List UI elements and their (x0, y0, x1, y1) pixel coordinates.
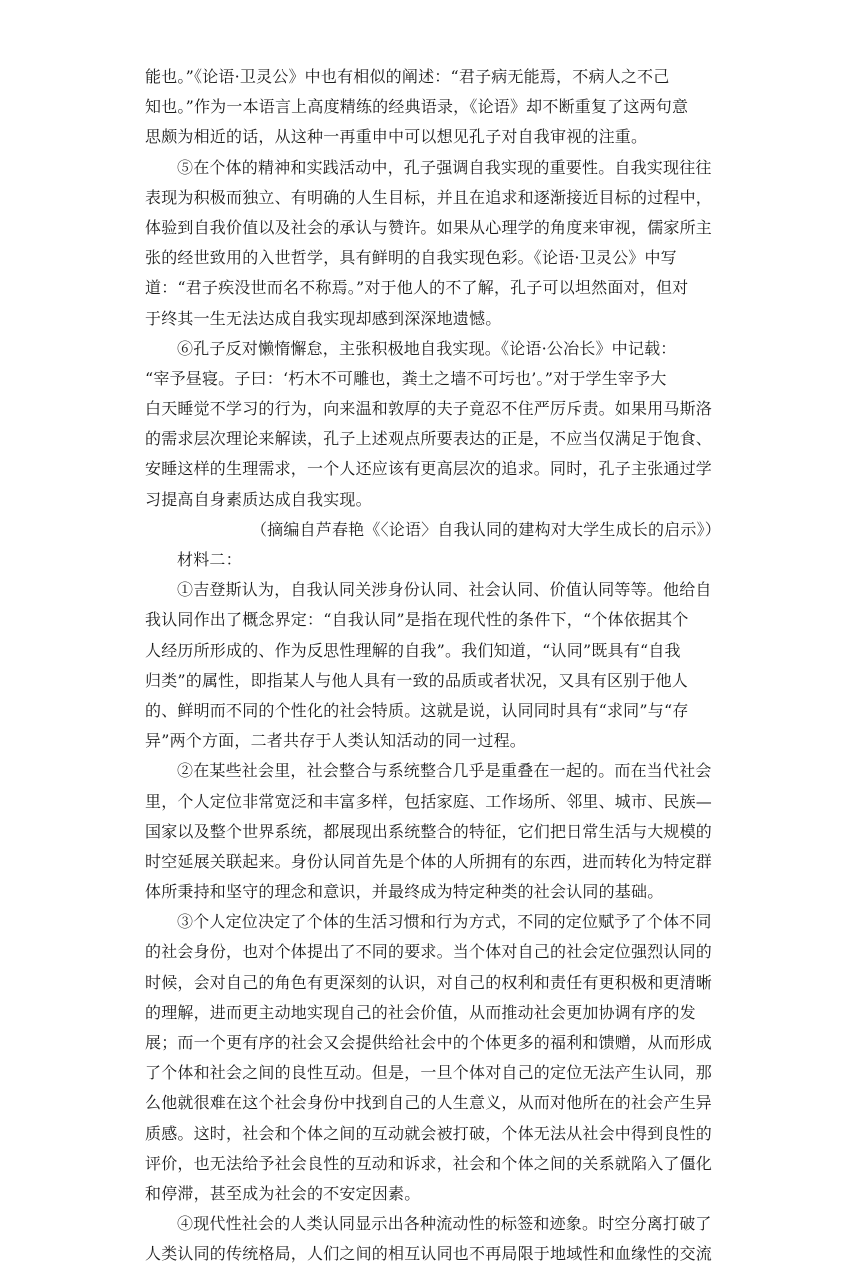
text-line: 里，个人定位非常宽泛和丰富多样，包括家庭、工作场所、邻里、城市、民族— (145, 791, 713, 811)
text-line: 张的经世致用的入世哲学，具有鲜明的自我实现色彩。《论语·卫灵公》中写 (145, 248, 677, 268)
text-line: 了个体和社会之间的良性互动。但是，一旦个体对自己的定位无法产生认同，那 (145, 1063, 713, 1083)
text-line: 评价，也无法给予社会良性的互动和诉求，社会和个体之间的关系就陷入了僵化 (145, 1153, 713, 1173)
text-line: 的、鲜明而不同的个性化的社会特质。这就是说，认同同时具有“求同”与“存 (145, 700, 689, 720)
text-line: 安睡这样的生理需求，一个人还应该有更高层次的追求。同时，孔子主张通过学 (145, 459, 713, 479)
text-line: 体验到自我价值以及社会的承认与赞许。如果从心理学的角度来审视，儒家所主 (145, 217, 713, 237)
text-line: 的需求层次理论来解读，孔子上述观点所要表达的正是，不应当仅满足于饱食、 (145, 429, 713, 449)
text-line: 和停滞，甚至成为社会的不安定因素。 (145, 1183, 421, 1203)
text-line: 能也。”《论语·卫灵公》中也有相似的阐述：“君子病无能焉，不病人之不己 (145, 67, 670, 86)
text-line: 习提高自身素质达成自我实现。 (145, 489, 372, 509)
text-line: ③个人定位决定了个体的生活习惯和行为方式，不同的定位赋予了个体不同 (177, 912, 712, 932)
text-line: 道：“君子疾没世而名不称焉。”对于他人的不了解，孔子可以坦然面对，但对 (145, 278, 689, 298)
text-line: 知也。”作为一本语言上高度精练的经典语录，《论语》却不断重复了这两句意 (145, 97, 689, 117)
text-line: 人经历所形成的、作为反思性理解的自我”。我们知道，“认同”既具有“自我 (145, 640, 681, 660)
text-line: 思颇为相近的话，从这种一再重申中可以想见孔子对自我审视的注重。 (145, 127, 648, 147)
text-line: 材料二： (177, 550, 242, 569)
text-line: 人类认同的传统格局，人们之间的相互认同也不再局限于地域性和血缘性的交流 (145, 1244, 713, 1264)
text-line: ②在某些社会里，社会整合与系统整合几乎是重叠在一起的。而在当代社会 (177, 761, 712, 781)
text-line: 质感。这时，社会和个体之间的互动就会被打破，个体无法从社会中得到良性的 (145, 1123, 713, 1143)
text-line: 时空延展关联起来。身份认同首先是个体的人所拥有的东西，进而转化为特定群 (145, 851, 713, 871)
text-line: 时候，会对自己的角色有更深刻的认识，对自己的权利和责任有更积极和更清晰 (145, 972, 713, 992)
text-line: 白天睡觉不学习的行为，向来温和敦厚的夫子竟忍不住严厉斥责。如果用马斯洛 (145, 399, 713, 419)
text-line: 体所秉持和坚守的理念和意识，并最终成为特定种类的社会认同的基础。 (145, 882, 664, 902)
text-line: ④现代性社会的人类认同显示出各种流动性的标签和迹象。时空分离打破了 (177, 1214, 712, 1234)
text-line: 国家以及整个世界系统，都展现出系统整合的特征，它们把日常生活与大规模的 (145, 821, 713, 841)
text-line: 的社会身份，也对个体提出了不同的要求。当个体对自己的社会定位强烈认同的 (145, 942, 713, 962)
document-page (145, 62, 725, 1270)
text-line: ①吉登斯认为，自我认同关涉身份认同、社会认同、价值认同等等。他给自 (177, 580, 712, 600)
source-citation: （摘编自芦春艳《〈论语〉自我认同的建构对大学生成长的启示》） (250, 519, 721, 539)
text-line: 于终其一生无法达成自我实现却感到深深地遗憾。 (145, 308, 502, 328)
text-line: 我认同作出了概念界定：“自我认同”是指在现代性的条件下，“个体依据其个 (145, 610, 689, 630)
text-line: 表现为积极而独立、有明确的人生目标，并且在追求和逐渐接近目标的过程中， (145, 187, 713, 207)
text-line: 归类”的属性，即指某人与他人具有一致的品质或者状况，又具有区别于他人 (145, 670, 688, 690)
text-line: 异”两个方面，二者共存于人类认知活动的同一过程。 (145, 731, 526, 751)
text-line: ⑤在个体的精神和实践活动中，孔子强调自我实现的重要性。自我实现往往 (177, 157, 712, 177)
text-line: ⑥孔子反对懒惰懈怠，主张积极地自我实现。《论语·公冶长》中记载： (177, 338, 677, 358)
text-line: 的理解，进而更主动地实现自己的社会价值，从而推动社会更加协调有序的发 (145, 1002, 696, 1022)
text-line: 展；而一个更有序的社会又会提供给社会中的个体更多的福利和馈赠，从而形成 (145, 1033, 713, 1052)
text-line: 么他就很难在这个社会身份中找到自己的人生意义，从而对他所在的社会产生异 (145, 1093, 713, 1113)
text-line: “宰予昼寝。子曰：‘朽木不可雕也，粪土之墙不可圬也’。”对于学生宰予大 (145, 368, 667, 388)
